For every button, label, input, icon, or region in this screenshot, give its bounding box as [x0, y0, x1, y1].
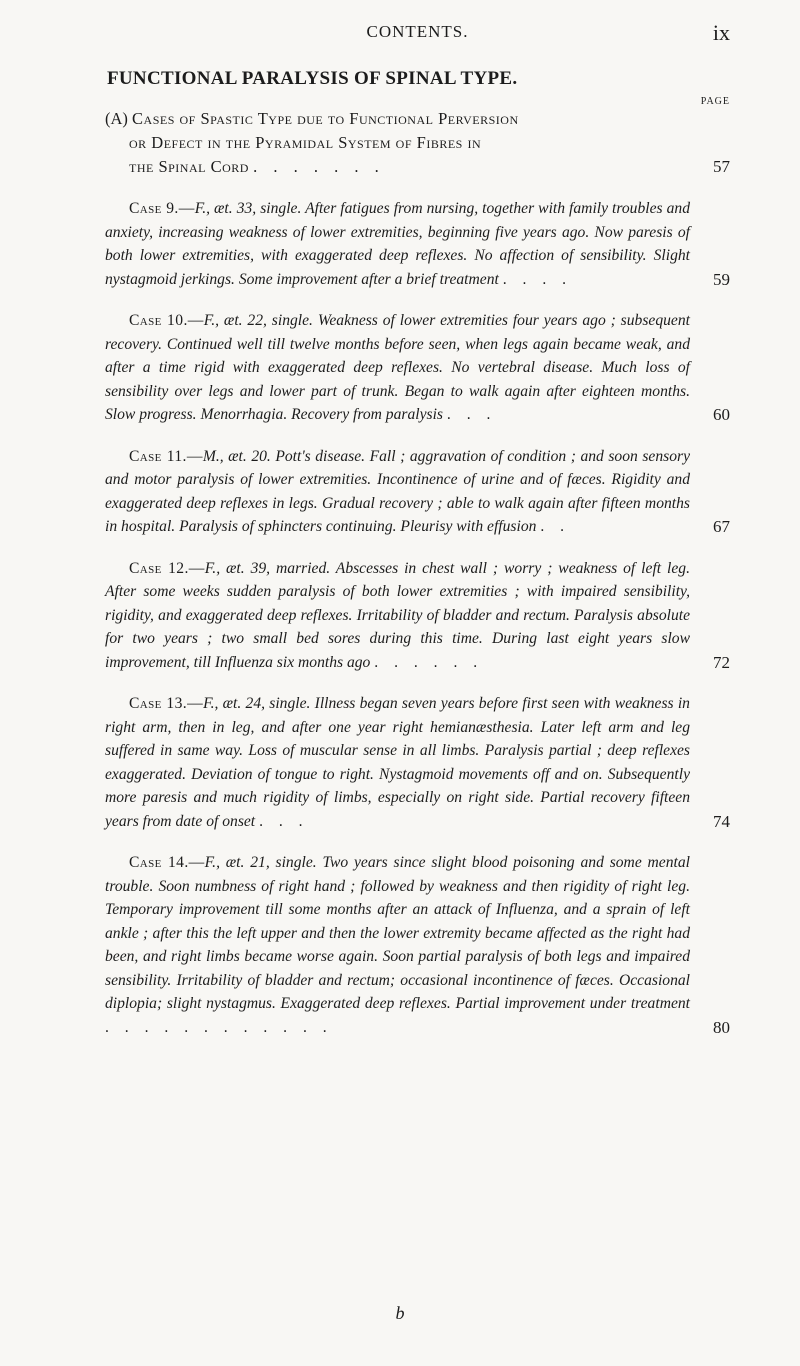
case-entry — [105, 851, 730, 1039]
case-entry — [105, 309, 730, 427]
case-page-number: 74 — [713, 811, 730, 831]
leader-dots: . . . . . . — [374, 653, 484, 671]
section-heading: FUNCTIONAL PARALYSIS OF SPINAL TYPE. — [107, 68, 518, 89]
case-summary: F., æt. 22, single. Weakness of lower extremities four years ago ; subsequent recovery. Continued well till twelve months before seen, when legs again became weak, and after a time rigid with exaggerated deep reflexes. No vertebral disease. Much loss of sensibility over legs and lower part of trunk. Began to walk again after eighteen months. Slow progress. Menorrhagia. Recovery from paralysis — [105, 312, 690, 423]
running-head-title: CONTENTS. — [366, 22, 469, 41]
case-label: Case 12.— — [129, 559, 205, 577]
signature-mark: b — [395, 1303, 405, 1323]
page-folio: ix — [712, 20, 730, 45]
running-head — [105, 20, 730, 50]
subsection-page-number: 57 — [713, 157, 730, 176]
case-entry — [105, 445, 730, 539]
page-column-label: PAGE — [700, 96, 730, 107]
case-entry — [105, 557, 730, 675]
case-label: Case 9.— — [129, 200, 195, 217]
case-label: Case 10.— — [129, 312, 204, 329]
case-list — [105, 197, 730, 1039]
case-label: Case 11.— — [129, 447, 203, 465]
case-entry — [105, 197, 730, 291]
case-label: Case 14.— — [129, 854, 205, 871]
case-entry — [105, 692, 730, 833]
case-page-number: 72 — [713, 652, 730, 672]
case-summary: F., æt. 39, married. Abscesses in chest wall ; worry ; weakness of left leg. After some weeks sudden paralysis of both lower extremities ; with impaired sensibility, rigidity, and exaggerated deep reflexes. Irritability of bladder and rectum. Paralysis absolute for two years ; two small bed sores during this time. During last eight years slow improvement, till Influenza six months ago — [105, 559, 690, 671]
case-label: Case 13.— — [129, 695, 204, 712]
case-summary: M., æt. 20. Pott's disease. Fall ; aggravation of condition ; and soon sensory and motor paralysis of lower extremities. Incontinence of urine and of fæces. Rigidity and exaggerated deep reflexes in legs. Gradual recovery ; able to walk again after fifteen months in hospital. Paralysis of sphincters continuing. Pleurisy with effusion — [105, 447, 690, 535]
subsection-entry — [105, 107, 730, 179]
subsection-marker: (A) — [105, 109, 128, 128]
subsection-line-1: Cases of Spastic Type due to Functional Perversion — [132, 109, 519, 128]
leader-dots: . . . . . . . — [253, 157, 385, 176]
case-summary: F., æt. 21, single. Two years since slight blood poisoning and some mental trouble. Soon numbness of right hand ; followed by weakness and then rigidity of right leg. Temporary improvement till some months after an attack of Influenza, and a sprain of left ankle ; after this the left upper and then the lower extremity became affected as the right had been, and right limbs became worse again. Soon partial paralysis of both legs and impaired sensibility. Irritability of bladder and rectum; occasional incontinence of fæces. Occasional diplopia; slight nystagmus. Exaggerated deep reflexes. Partial improvement under treatment — [105, 854, 690, 1012]
leader-dots: . . . — [259, 812, 309, 830]
case-page-number: 67 — [713, 517, 730, 536]
leader-dots: . . . . . . . . . . . . — [105, 1018, 333, 1036]
leader-dots: . . — [540, 518, 571, 535]
case-page-number: 60 — [713, 405, 730, 424]
case-summary: F., æt. 33, single. After fatigues from nursing, together with family troubles and anxiety, increasing weakness of lower extremities, beginning five years ago. Now paresis of both lower extremities, with exaggerated deep reflexes. No affection of sensibility. Slight nystagmoid jerkings. Some improvement after a brief treatment — [105, 200, 690, 288]
subsection-line-3: the Spinal Cord — [129, 157, 249, 176]
leader-dots: . . . . — [502, 270, 573, 288]
leader-dots: . . . — [446, 406, 497, 423]
case-page-number: 80 — [713, 1017, 730, 1037]
subsection-line-2: or Defect in the Pyramidal System of Fibres in — [129, 133, 482, 152]
case-summary: F., æt. 24, single. Illness began seven years before first seen with weakness in right arm, then in leg, and after one year right hemianæsthesia. Later left arm and leg suffered in same way. Loss of muscular sense in all limbs. Paralysis partial ; deep reflexes exaggerated. Deviation of tongue to right. Nystagmoid movements off and on. Subsequently more paresis and much rigidity of limbs, especially on right side. Partial recovery fifteen years from date of onset — [105, 695, 690, 830]
contents-page — [105, 20, 730, 1039]
case-page-number: 59 — [713, 269, 730, 289]
